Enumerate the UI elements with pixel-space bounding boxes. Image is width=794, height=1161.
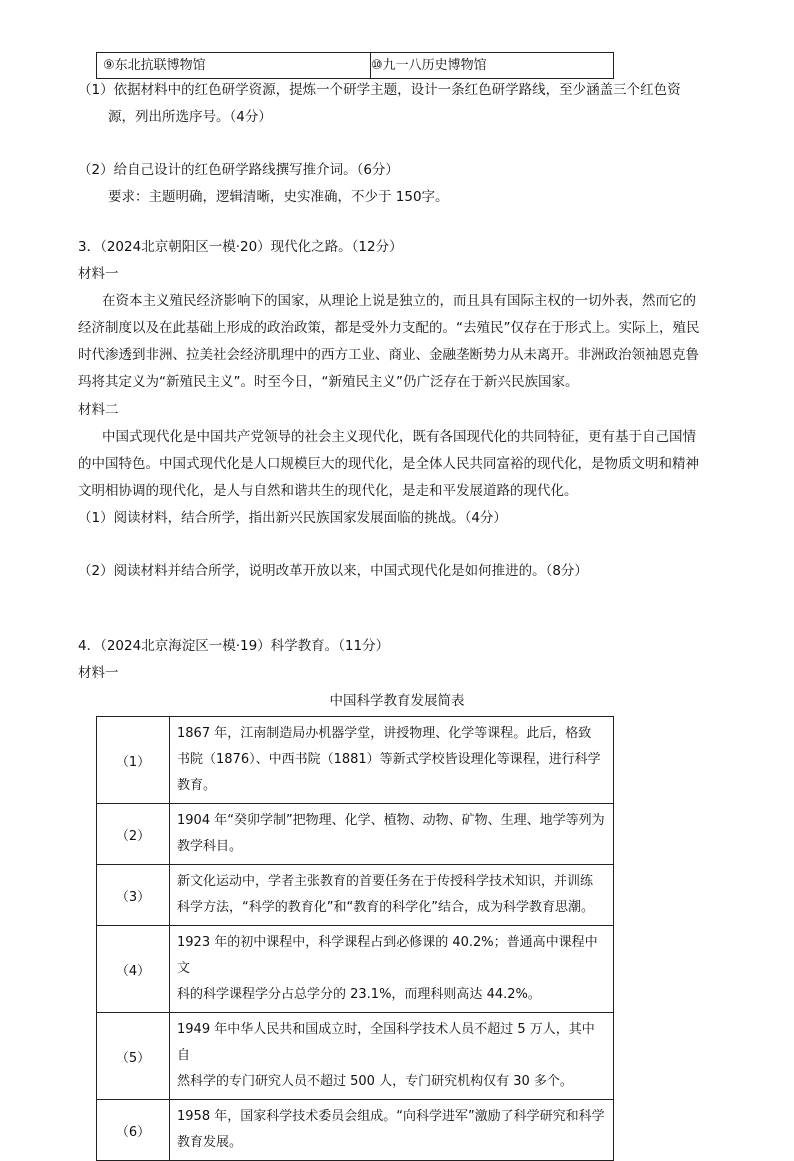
q3-material1-line: 在资本主义殖民经济影响下的国家，从理论上说是独立的，而且具有国际主权的一切外表，然而它的 (102, 293, 696, 309)
q3-material1-line: 时代渗透到非洲、拉美社会经济肌理中的西方工业、商业、金融垄断势力从未离开。非洲政治领袖恩克鲁 (78, 347, 699, 363)
q3-material2-line: 文明相协调的现代化，是人与自然和谐共生的现代化，是走和平发展道路的现代化。 (78, 483, 578, 499)
q4-material1-label: 材料一 (78, 665, 119, 681)
row-text (170, 926, 613, 1012)
table-row (97, 1012, 613, 1099)
museum-table (96, 52, 614, 79)
table-row (97, 803, 613, 864)
row-text-line: 1867 年，江南制造局办机器学堂，讲授物理、化学等课程。此后，格致 (177, 726, 592, 741)
row-text-line: 然科学的专门研究人员不超过 500 人，专门研究机构仅有 30 多个。 (177, 1074, 573, 1089)
q3-material2-label: 材料二 (78, 402, 119, 418)
q3-material2-line: 中国式现代化是中国共产党领导的社会主义现代化，既有各国现代化的共同特征，更有基于自己国情 (102, 429, 696, 445)
q2-sub1-line1: （1）依据材料中的红色研学资源，提炼一个研学主题，设计一条红色研学路线，至少涵盖三个红色资 (78, 82, 681, 98)
row-text-line: 1949 年中华人民共和国成立时，全国科学技术人员不超过 5 万人，其中自 (177, 1022, 595, 1063)
row-text (170, 1013, 613, 1099)
q4-heading: 4．（2024北京海淀区一模·19）科学教育。（11分） (78, 638, 390, 654)
science-education-table (96, 716, 614, 1161)
row-text-line: 1923 年的初中课程中，科学课程占到必修课的 40.2%；普通高中课程中文 (177, 935, 598, 976)
row-text-line: 科学方法，“科学的教育化”和“教育的科学化”结合，成为科学教育思潮。 (177, 900, 594, 915)
row-text-line: 新文化运动中，学者主张教育的首要任务在于传授科学技术知识，并训练 (177, 874, 594, 889)
q3-sub1: （1）阅读材料，结合所学，指出新兴民族国家发展面临的挑战。（4分） (78, 510, 507, 526)
q2-sub2: （2）给自己设计的红色研学路线撰写推介词。（6分） (78, 162, 399, 178)
q3-material1-line: 经济制度以及在此基础上形成的政治政策，都是受外力支配的。“去殖民”仅存在于形式上。实际上，殖民 (78, 320, 700, 336)
row-index: （6） (97, 1100, 170, 1160)
museum-cell-9: ⑨东北抗联博物馆 (97, 53, 371, 78)
row-index: （5） (97, 1013, 170, 1099)
table-row (97, 925, 613, 1012)
row-text-line: 1904 年“癸卯学制”把物理、化学、植物、动物、矿物、生理、地学等列为 (177, 813, 605, 828)
row-text-line: 1958 年，国家科学技术委员会组成。“向科学进军”激励了科学研究和科学 (177, 1109, 605, 1124)
table-row (97, 1099, 613, 1160)
q3-heading: 3．（2024北京朝阳区一模·20）现代化之路。（12分） (78, 239, 403, 255)
row-index: （1） (97, 717, 170, 803)
museum-cell-10: ⑩九一八历史博物馆 (371, 58, 487, 73)
row-text-line: 教育。 (177, 778, 217, 793)
row-text (170, 1100, 613, 1160)
table-row (97, 864, 613, 925)
row-text-line: 书院（1876）、中西书院（1881）等新式学校皆设理化等课程，进行科学 (177, 752, 601, 767)
row-text-line: 教育发展。 (177, 1135, 243, 1150)
q2-requirement: 要求：主题明确，逻辑清晰，史实准确，不少于 150字。 (108, 189, 449, 205)
q3-sub2: （2）阅读材料并结合所学，说明改革开放以来，中国式现代化是如何推进的。（8分） (78, 563, 588, 579)
row-text-line: 教学科目。 (177, 839, 243, 854)
row-index: （4） (97, 926, 170, 1012)
row-text (170, 804, 613, 864)
q3-material1-label: 材料一 (78, 266, 119, 282)
q2-sub1-line2: 源，列出所选序号。（4分） (108, 109, 272, 125)
q3-material2-line: 的中国特色。中国式现代化是人口规模巨大的现代化，是全体人民共同富裕的现代化，是物质文明和精神 (78, 456, 699, 472)
row-index: （3） (97, 865, 170, 925)
row-text-line: 科的科学课程学分占总学分的 23.1%，而理科则高达 44.2%。 (177, 987, 541, 1002)
table-title: 中国科学教育发展简表 (329, 693, 465, 709)
q3-material1-line: 玛将其定义为“新殖民主义”。时至今日，“新殖民主义”仍广泛存在于新兴民族国家。 (78, 374, 579, 390)
row-text (170, 717, 613, 803)
table-row (97, 717, 613, 803)
row-text (170, 865, 613, 925)
row-index: （2） (97, 804, 170, 864)
